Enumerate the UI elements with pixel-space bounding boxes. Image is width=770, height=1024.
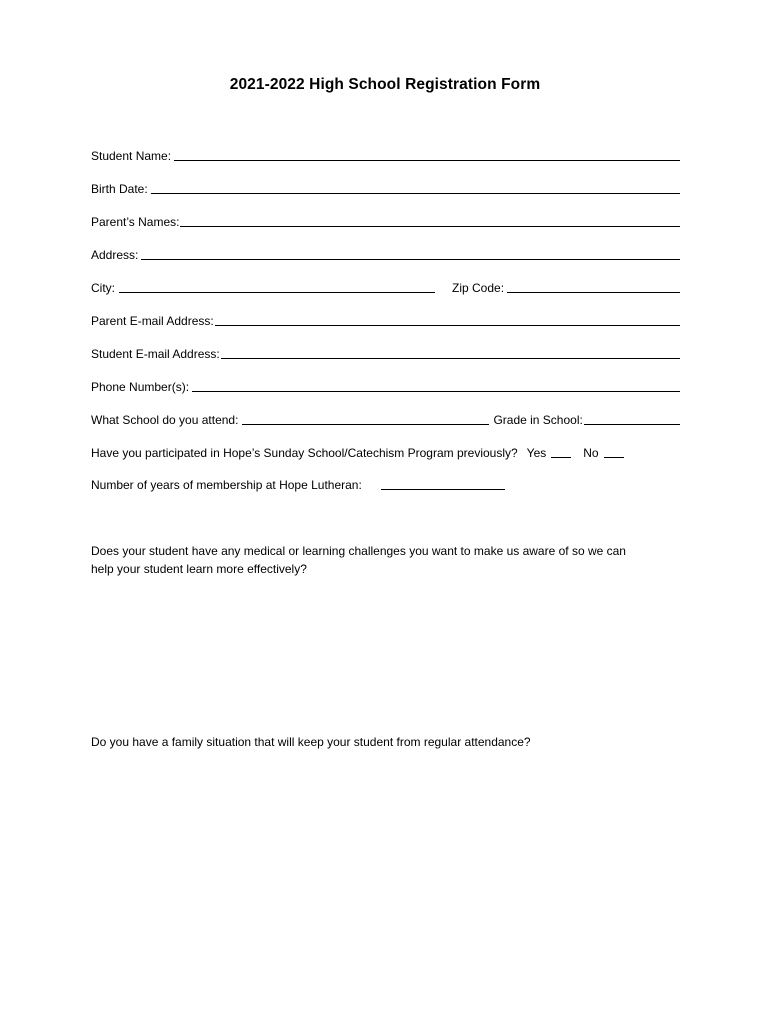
student-email-label: Student E-mail Address: — [91, 347, 220, 361]
membership-row — [91, 474, 531, 492]
membership-label: Number of years of membership at Hope Lutheran: — [91, 478, 362, 492]
membership-field[interactable] — [381, 488, 505, 490]
phone-field[interactable] — [192, 390, 680, 392]
student-email-row — [91, 343, 680, 361]
family-question: Do you have a family situation that will keep your student from regular attendance? — [91, 735, 531, 749]
student-name-field[interactable] — [174, 159, 680, 161]
form-title: 2021-2022 High School Registration Form — [229, 76, 541, 93]
city-label: City: — [91, 281, 115, 295]
address-label: Address: — [91, 248, 139, 262]
grade-field[interactable] — [584, 423, 680, 425]
address-row — [91, 244, 680, 262]
school-grade-row — [91, 409, 680, 427]
participated-row — [91, 442, 651, 460]
student-email-field[interactable] — [221, 357, 680, 359]
birth-date-field[interactable] — [151, 192, 680, 194]
phone-label: Phone Number(s): — [91, 380, 190, 394]
grade-label: Grade in School: — [493, 413, 583, 427]
student-name-row — [91, 145, 680, 163]
parent-email-row — [91, 310, 680, 328]
parent-email-field[interactable] — [215, 324, 680, 326]
participated-label: Have you participated in Hope’s Sunday School/Catechism Program previously? — [91, 446, 518, 460]
birth-date-label: Birth Date: — [91, 182, 148, 196]
yes-label: Yes — [526, 446, 547, 460]
medical-question — [91, 542, 691, 578]
school-label: What School do you attend: — [91, 413, 239, 427]
yes-field[interactable] — [551, 456, 571, 458]
school-field[interactable] — [242, 423, 489, 425]
phone-row — [91, 376, 680, 394]
parents-names-field[interactable] — [180, 225, 680, 227]
parent-email-label: Parent E-mail Address: — [91, 314, 214, 328]
city-zip-row — [91, 277, 680, 295]
no-label: No — [583, 446, 599, 460]
parents-names-row — [91, 211, 680, 229]
address-field[interactable] — [141, 258, 680, 260]
medical-question-line-2: help your student learn more effectively? — [91, 562, 307, 576]
no-field[interactable] — [604, 456, 624, 458]
city-field[interactable] — [119, 291, 435, 293]
student-name-label: Student Name: — [91, 149, 172, 163]
zip-code-field[interactable] — [507, 291, 680, 293]
parents-names-label: Parent’s Names: — [91, 215, 180, 229]
zip-code-label: Zip Code: — [452, 281, 505, 295]
birth-date-row — [91, 178, 680, 196]
medical-question-line-1: Does your student have any medical or learning challenges you want to make us aware of so we can — [91, 544, 626, 558]
